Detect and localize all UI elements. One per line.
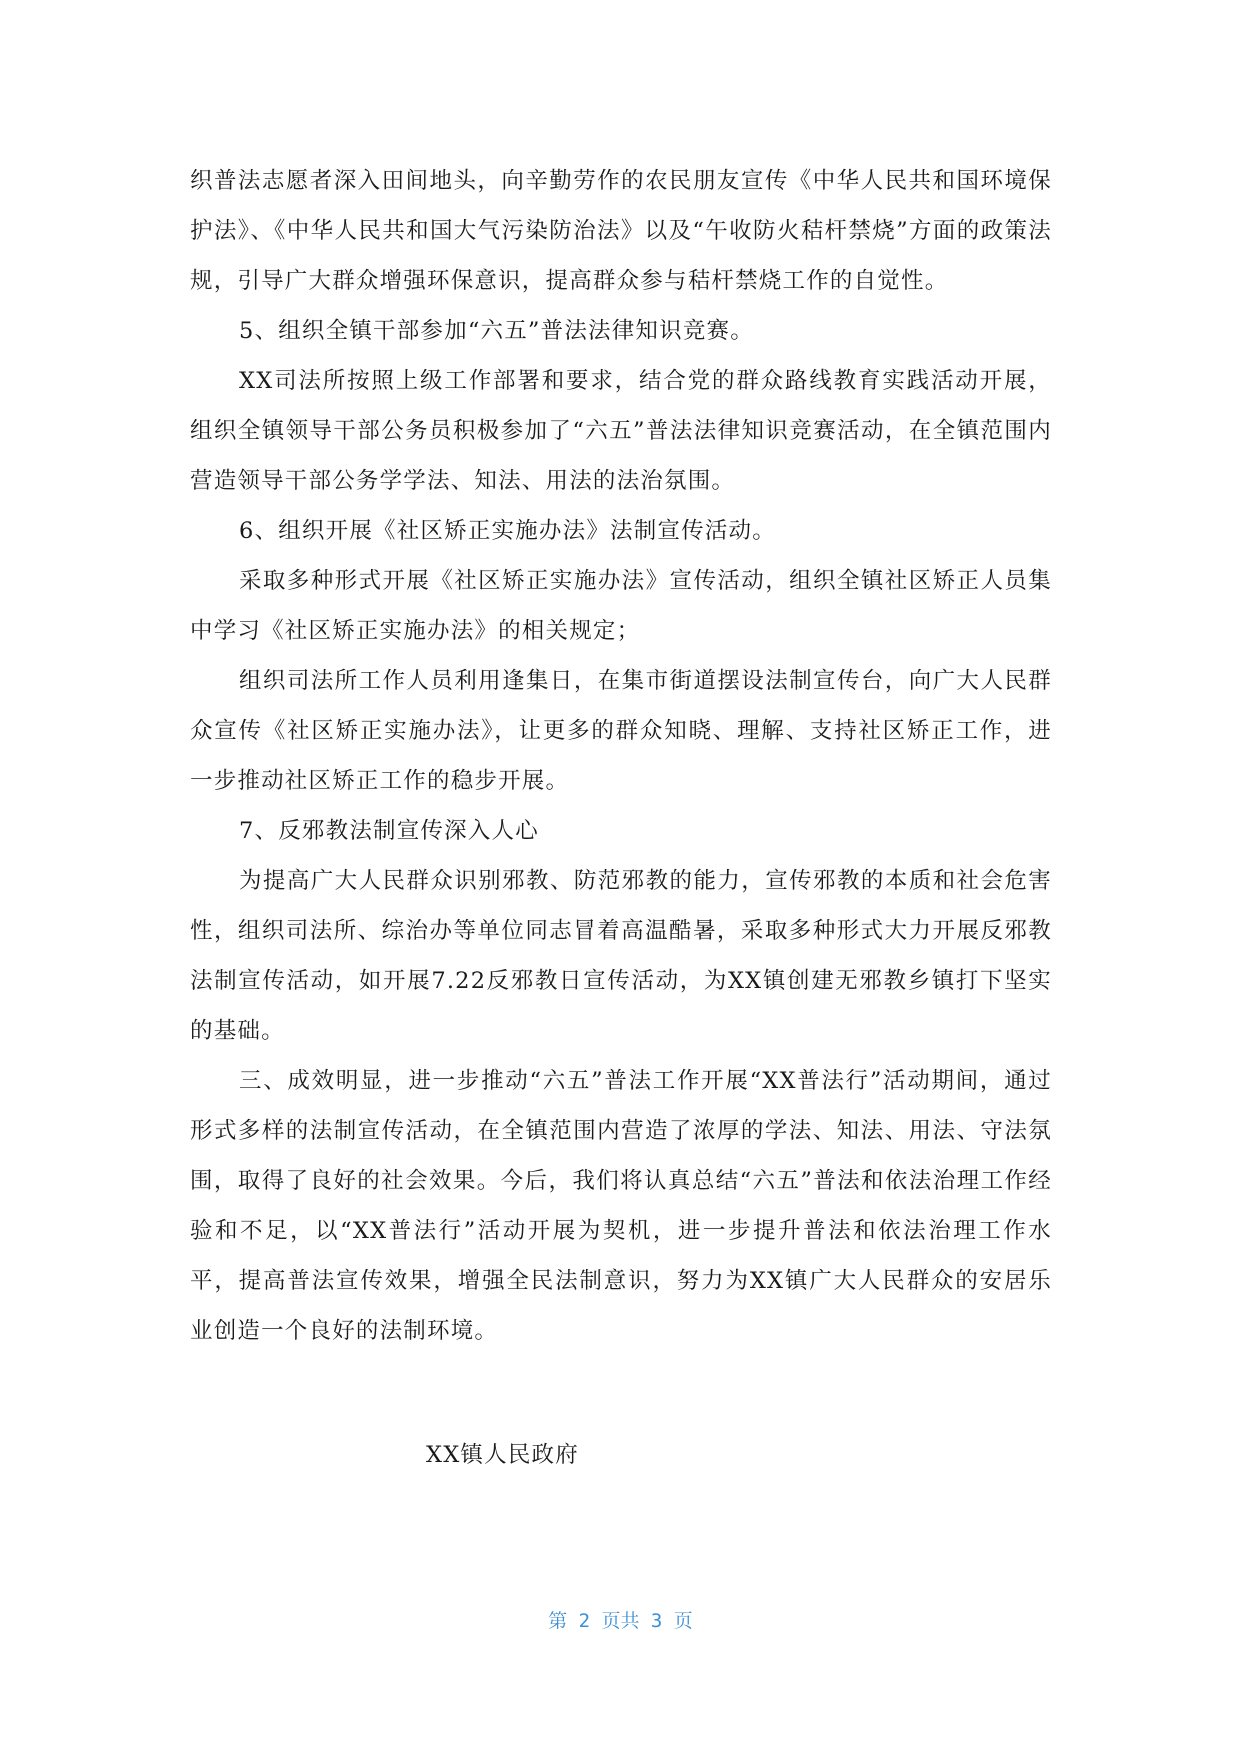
paragraph: 三、成效明显，进一步推动“六五”普法工作开展“XX普法行”活动期间，通过形式多样的法制宣传活动，在全镇范围内营造了浓厚的学法、知法、用法、守法氛围，取得了良好的社会效果。今后，我们将认真总结“六五”普法和依法治理工作经验和不足，以“XX普法行”活动开展为契机，进一步提升普法和依法治理工作水平，提高普法宣传效果，增强全民法制意识，努力为XX镇广大人民群众的安居乐业创造一个良好的法制环境。	[190, 1068, 1052, 1344]
paragraph: 6、组织开展《社区矫正实施办法》法制宣传活动。	[239, 518, 776, 544]
paragraph: XX司法所按照上级工作部署和要求，结合党的群众路线教育实践活动开展，组织全镇领导干部公务员积极参加了“六五”普法法律知识竞赛活动，在全镇范围内营造领导干部公务学学法、知法、用法的法治氛围。	[190, 368, 1052, 494]
paragraph: 组织司法所工作人员利用逢集日，在集市街道摆设法制宣传台，向广大人民群众宣传《社区矫正实施办法》，让更多的群众知晓、理解、支持社区矫正工作，进一步推动社区矫正工作的稳步开展。	[190, 668, 1052, 794]
document-body	[190, 156, 1052, 1356]
paragraph: 5、组织全镇干部参加“六五”普法法律知识竞赛。	[239, 318, 754, 344]
paragraph: 织普法志愿者深入田间地头，向辛勤劳作的农民朋友宣传《中华人民共和国环境保护法》、《中华人民共和国大气污染防治法》以及“午收防火秸杆禁烧”方面的政策法规，引导广大群众增强环保意识，提高群众参与秸杆禁烧工作的自觉性。	[190, 168, 1052, 294]
paragraph: 为提高广大人民群众识别邪教、防范邪教的能力，宣传邪教的本质和社会危害性，组织司法所、综治办等单位同志冒着高温酷暑，采取多种形式大力开展反邪教法制宣传活动，如开展7.22反邪教日宣传活动，为XX镇创建无邪教乡镇打下坚实的基础。	[190, 868, 1052, 1044]
paragraph: 采取多种形式开展《社区矫正实施办法》宣传活动，组织全镇社区矫正人员集中学习《社区矫正实施办法》的相关规定；	[190, 568, 1052, 644]
paragraph: 7、反邪教法制宣传深入人心	[239, 818, 539, 844]
signature: XX镇人民政府	[426, 1442, 579, 1468]
page-footer: 第 2 页共 3 页	[548, 1610, 693, 1632]
